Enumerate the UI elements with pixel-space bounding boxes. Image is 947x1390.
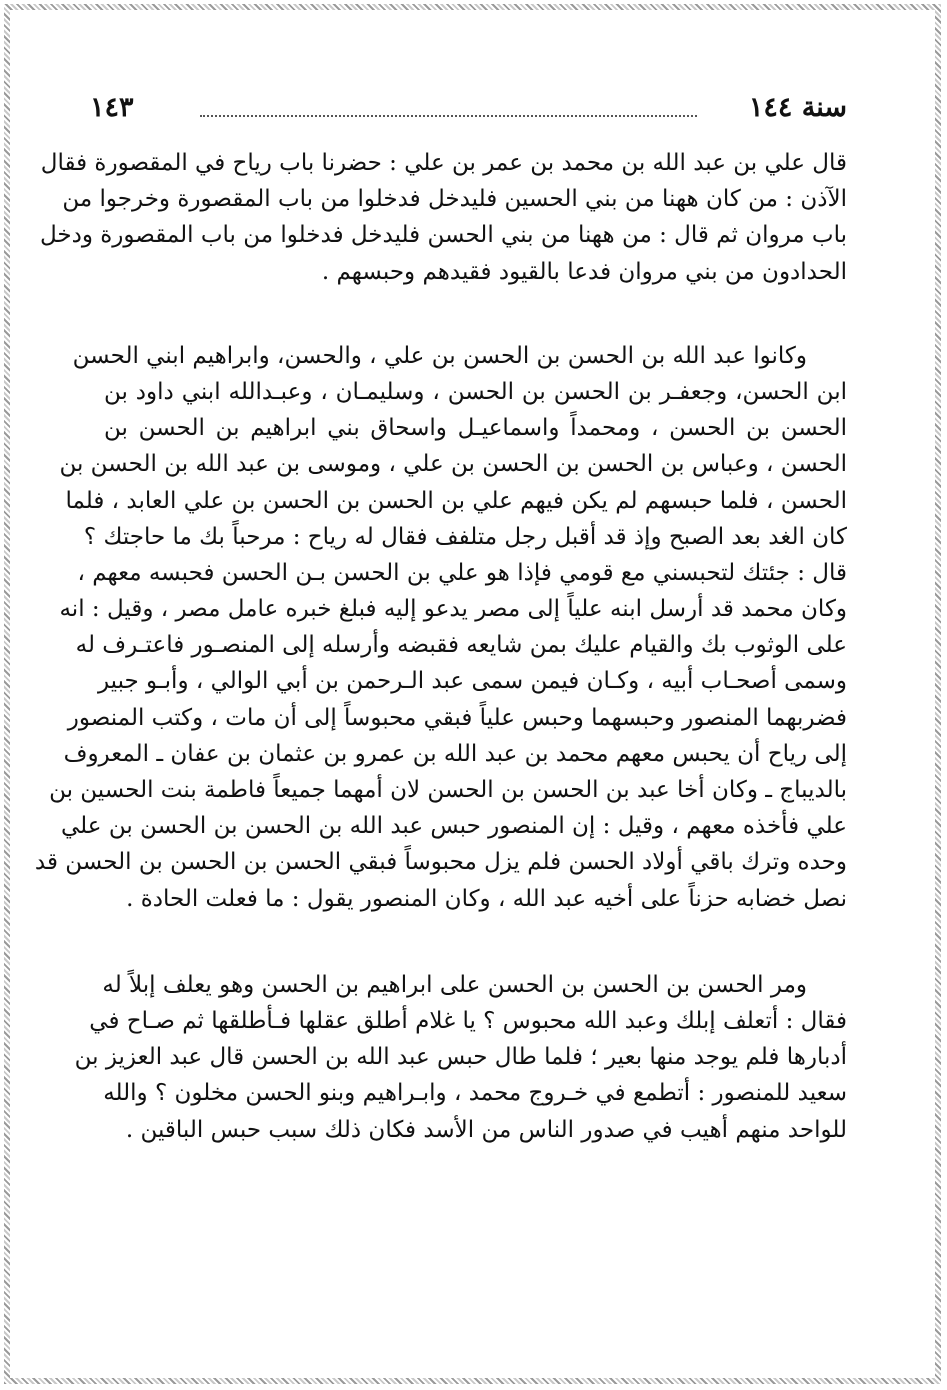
text-line: باب مروان ثم قال : من ههنا من بني الحسن فليدخل فدخلوا من باب المقصورة ودخل — [39, 222, 847, 249]
text-line: الآذن : من كان ههنا من بني الحسين فليدخل فدخلوا من باب المقصورة وخرجوا من — [62, 186, 847, 213]
text-line: ابن الحسن، وجعفـر بن الحسن بن الحسن ، وسليمـان ، وعبـدالله ابني داود بن — [104, 378, 847, 405]
text-line: للواحد منهم أهيب في صدور الناس من الأسد فكان ذلك سبب حبس الباقين . — [125, 1116, 847, 1143]
text-line: علي فأخذه معهم ، وقيل : إن المنصور حبس عبد الله بن الحسن بن الحسن بن علي — [61, 813, 847, 840]
text-line: سعيد للمنصور : أتطمع في خـروج محمد ، وابـراهيم وبنو الحسن مخلون ؟ والله — [103, 1080, 847, 1107]
dotted-leader — [200, 115, 697, 117]
text-line: الحسن بن الحسن ، ومحمداً واسماعيـل واسحاق بني ابراهيم بن الحسن بن — [104, 415, 847, 442]
paragraph-1 — [39, 145, 847, 290]
paragraph-gap — [104, 917, 847, 967]
text-line: قال : جئتك لتحبسني مع قومي فإذا هو علي بن الحسن بـن الحسن فحبسه معهم ، — [77, 559, 847, 586]
text-line: وكان محمد قد أرسل ابنه علياً إلى مصر يدعو إليه فبلغ خبره عامل مصر ، وقيل : انه — [59, 596, 847, 623]
text-line: ومر الحسن بن الحسن بن الحسن على ابراهيم بن الحسن وهو يعلف إبلاً له — [102, 971, 807, 998]
page-body — [34, 145, 847, 1148]
text-line: بالديباج ـ وكان أخا عبد بن الحسن بن الحسن لان أمهما جميعاً فاطمة بنت الحسين بن — [49, 777, 847, 803]
text-line: وحده وترك باقي أولاد الحسن فلم يزل محبوساً فبقي الحسن بن الحسن بن الحسن قد — [34, 849, 847, 876]
text-line: على الوثوب بك والقيام عليك بمن شايعه فقبضه وأرسله إلى المنصـور فاعتـرف له — [75, 632, 847, 659]
text-line: نصل خضابه حزناً على أخيه عبد الله ، وكان المنصور يقول : ما فعلت الحادة . — [126, 885, 847, 912]
text-line: فضربهما المنصور وحبسهما وحبس علياً فبقي محبوساً إلى أن مات ، وكتب المنصور — [67, 704, 847, 731]
text-line: وكانوا عبد الله بن الحسن بن الحسن بن علي ، والحسن، وابراهيم ابني الحسن — [72, 342, 807, 369]
text-line: أدبارها فلم يوجد منها بعير ؛ فلما طال حبس عبد الله بن الحسن قال عبد العزيز بن — [74, 1044, 847, 1071]
text-line: وسمى أصحـاب أبيه ، وكـان فيمن سمى عبد الـرحمن بن أبي الوالي ، وأبـو جبير — [97, 668, 847, 695]
text-line: الحدادون من بني مروان فدعا بالقيود فقيدهم وحبسهم . — [321, 258, 847, 285]
paragraph-gap — [104, 290, 847, 338]
text-line: كان الغد بعد الصبح وإذ قد أقبل رجل متلفف فقال له رياح : مرحباً بك ما حاجتك ؟ — [83, 523, 847, 550]
running-title: سنة ١٤٤ — [748, 92, 847, 123]
text-line: الحسن ، فلما حبسهم لم يكن فيهم علي بن الحسن بن الحسن بن علي العابد ، فلما — [65, 487, 847, 514]
paragraph-2 — [34, 338, 847, 917]
text-line: فقال : أتعلف إبلك وعبد الله محبوس ؟ يا غلام أطلق عقلها فـأطلقها ثم صـاح في — [89, 1007, 847, 1034]
text-line: قال علي بن عبد الله بن محمد بن عمر بن علي : حضرنا باب رياح في المقصورة فقال — [40, 150, 847, 176]
page-number: ١٤٣ — [90, 92, 134, 123]
page-header — [90, 92, 847, 132]
text-line: الحسن ، وعباس بن الحسن بن الحسن بن علي ، وموسى بن عبد الله بن الحسن بن — [59, 451, 847, 478]
text-line: إلى رياح أن يحبس معهم محمد بن عبد الله بن عمرو بن عثمان بن عفان ـ المعروف — [63, 740, 847, 767]
paragraph-3 — [74, 967, 847, 1148]
